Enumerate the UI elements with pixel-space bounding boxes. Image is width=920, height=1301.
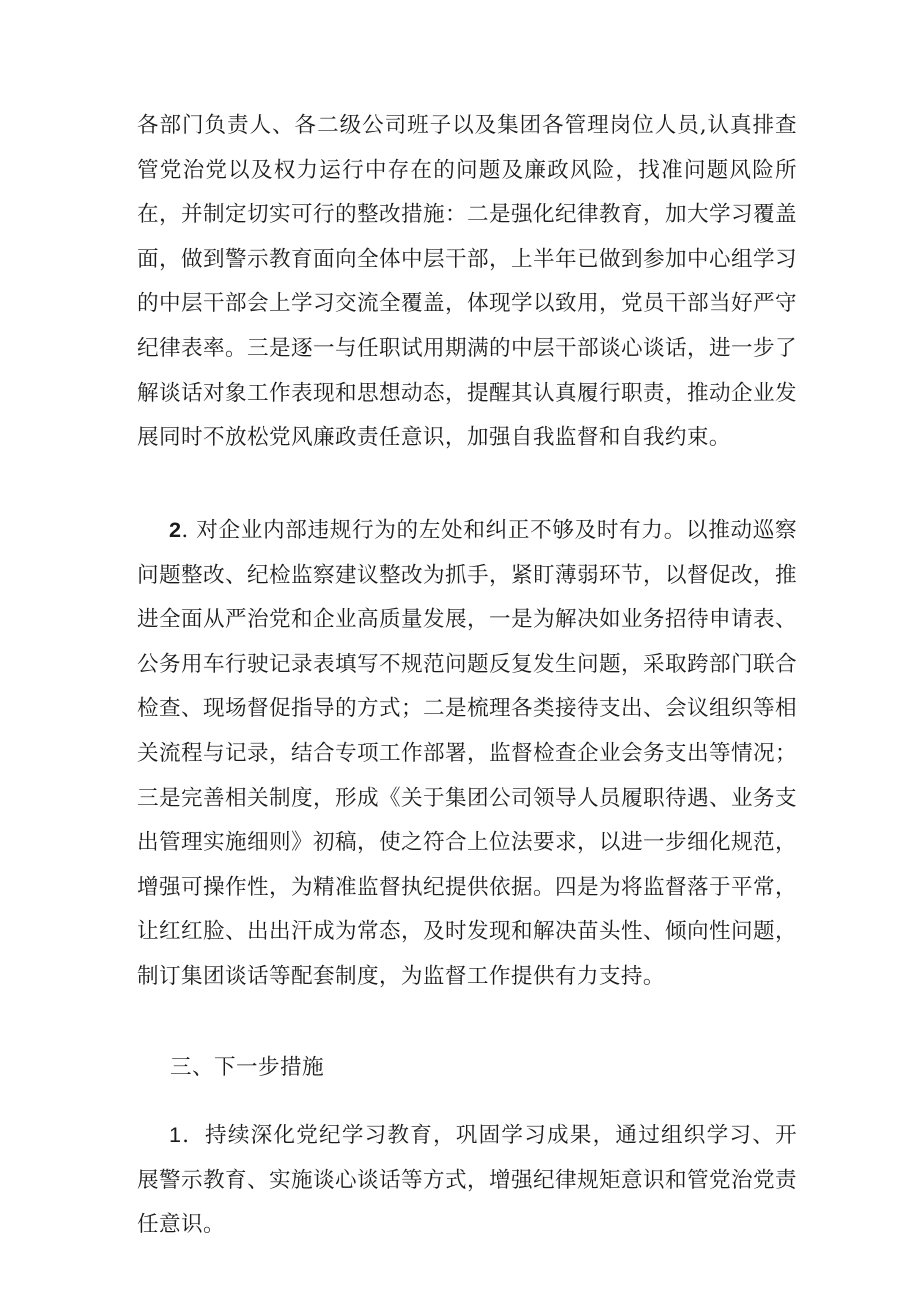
paragraph-item-2 (137, 508, 797, 1000)
paragraph-text: . 对企业内部违规行为的左处和纠正不够及时有力。以推动巡察问题整改、纪检监察建议整改为抓手，紧盯薄弱环节，以督促改，推进全面从严治党和企业高质量发展，一是为解决如业务招待申请表、公务用车行驶记录表填写不规范问题反复发生问题，采取跨部门联合检查、现场督促指导的方式；二是梳理各类接待支出、会议组织等相关流程与记录，结合专项工作部署，监督检查企业会务支出等情况；三是完善相关制度，形成《关于集团公司领导人员履职待遇、业务支出管理实施细则》初稿，使之符合上位法要求，以进一步细化规范，增强可操作性，为精准监督执纪提供依据。四是为将监督落于平常，让红红脸、出出汗成为常态，及时发现和解决苗头性、倾向性问题，制订集团谈话等配套制度，为监督工作提供有力支持。 (137, 518, 797, 989)
paragraph-measure-1 (137, 1113, 797, 1248)
section-heading: 三、下一步措施 (170, 1055, 324, 1080)
paragraph-text: 各部门负责人、各二级公司班子以及集团各管理岗位人员,认真排查管党治党以及权力运行中存在的问题及廉政风险，找准问题风险所在，并制定切实可行的整改措施：二是强化纪律教育，加大学习覆盖面，做到警示教育面向全体中层干部，上半年已做到参加中心组学习的中层干部会上学习交流全覆盖，体现学以致用，党员干部当好严守纪律表率。三是逐一与任职试用期满的中层干部谈心谈话，进一步了解谈话对象工作表现和思想动态，提醒其认真履行职责，推动企业发展同时不放松党风廉政责任意识，加强自我监督和自我约束。 (137, 113, 797, 451)
paragraph-continued (137, 104, 797, 461)
paragraph-text: ．持续深化党纪学习教育，巩固学习成果，通过组织学习、开展警示教育、实施谈心谈话等方式，增强纪律规矩意识和管党治党责任意识。 (137, 1123, 797, 1238)
item-number: 1 (169, 1122, 182, 1147)
item-number: 2 (169, 517, 182, 542)
